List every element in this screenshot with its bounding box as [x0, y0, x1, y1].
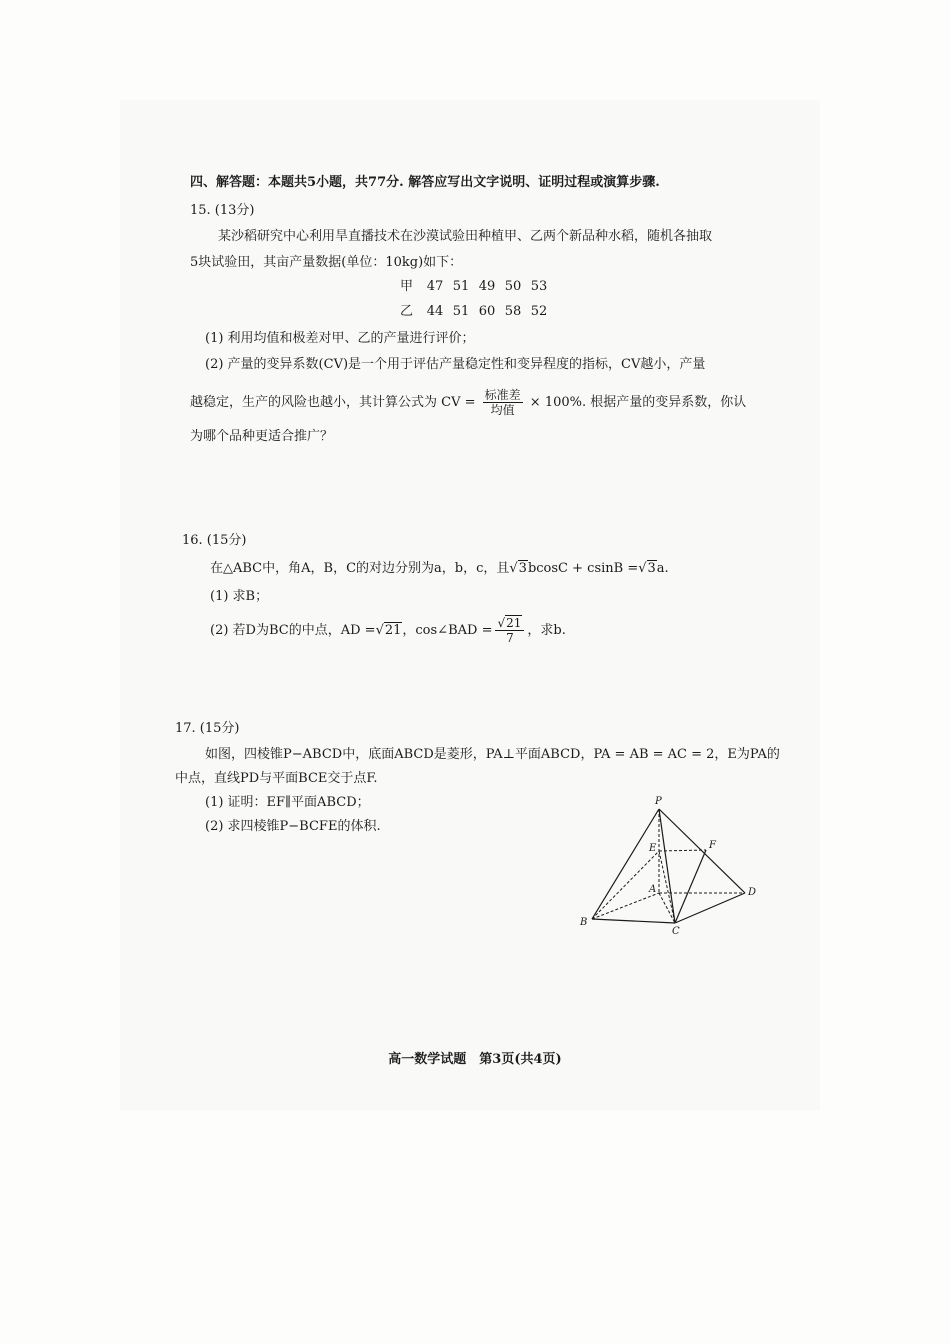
sqrt-3: √3	[509, 561, 527, 576]
q15-intro-line1: 某沙稻研究中心利用旱直播技术在沙漠试验田种植甲、乙两个新品种水稻，随机各抽取	[218, 229, 713, 244]
q16-part1: (1) 求B；	[210, 589, 269, 604]
label-D: D	[748, 887, 757, 898]
fraction-numerator: 标准差	[484, 388, 521, 402]
q16-number: 16. (15分)	[182, 533, 247, 548]
label-C: C	[672, 926, 680, 937]
page-footer: 高一数学试题 第3页(共4页)	[388, 1052, 562, 1067]
q16-part2-mid: ，cos∠BAD =	[402, 623, 493, 638]
q16-part2	[210, 616, 566, 645]
edge-BA	[592, 893, 659, 919]
cv-fraction	[483, 388, 523, 417]
label-P: P	[655, 796, 662, 807]
fraction-denominator: 7	[506, 631, 514, 645]
cell: 49	[478, 279, 496, 294]
row-label: 甲	[400, 279, 414, 294]
q16-intro-text: 在△ABC中，角A，B，C的对边分别为a，b，c，且	[210, 561, 510, 576]
q15-row-yi	[400, 303, 552, 321]
cv-formula-text: 越稳定，生产的风险也越小，其计算公式为 CV =	[190, 395, 476, 410]
q17-intro-line1: 如图，四棱锥P−ABCD中，底面ABCD是菱形，PA⊥平面ABCD，PA = AB = AC = 2，E为PA的	[205, 747, 780, 762]
q15-number: 15. (13分)	[190, 203, 255, 218]
q16-intro	[210, 560, 669, 578]
q17-intro-line2: 中点，直线PD与平面BCE交于点F.	[175, 771, 378, 786]
section-header: 四、解答题：本题共5小题，共77分. 解答应写出文字说明、证明过程或演算步骤.	[190, 175, 660, 190]
cell: 52	[530, 304, 548, 319]
cv-formula-tail: × 100%. 根据产量的变异系数，你认	[529, 395, 747, 410]
pyramid-figure	[570, 785, 770, 940]
label-E: E	[649, 843, 657, 854]
label-A: A	[649, 884, 657, 895]
q15-part1: (1) 利用均值和极差对甲、乙的产量进行评价；	[205, 331, 475, 346]
sqrt-21: √21	[375, 623, 402, 638]
q15-part2-line2	[190, 388, 746, 417]
cell: 44	[426, 304, 444, 319]
q17-part2: (2) 求四棱锥P−BCFE的体积.	[205, 819, 381, 834]
edge-BC	[592, 919, 675, 923]
q15-part2-line1: (2) 产量的变异系数(CV)是一个用于评估产量稳定性和变异程度的指标，CV越小，产量	[205, 357, 706, 372]
q16-part2-text: (2) 若D为BC的中点，AD =	[210, 623, 376, 638]
q17-number: 17. (15分)	[175, 721, 240, 736]
cell: 53	[530, 279, 548, 294]
cell: 51	[452, 279, 470, 294]
q16-intro-end: a.	[656, 561, 669, 576]
cell: 60	[478, 304, 496, 319]
label-B: B	[580, 917, 588, 928]
label-F: F	[709, 840, 716, 851]
fraction-denominator: 均值	[490, 403, 515, 417]
sqrt-3-rhs: √3	[638, 561, 656, 576]
q16-part2-end: ，求b.	[527, 623, 566, 638]
fraction-numerator: √21	[495, 616, 524, 631]
cell: 50	[504, 279, 522, 294]
cos-fraction	[495, 616, 524, 645]
q17-part1: (1) 证明：EF∥平面ABCD；	[205, 795, 370, 810]
row-label: 乙	[400, 304, 414, 319]
edge-PC	[659, 809, 675, 923]
edge-PB	[592, 809, 659, 919]
q15-intro-line2: 5块试验田，其亩产量数据(单位：10kg)如下：	[190, 255, 463, 270]
cell: 58	[504, 304, 522, 319]
q15-part2-line3: 为哪个品种更适合推广？	[190, 429, 334, 444]
cell: 51	[452, 304, 470, 319]
edge-EF	[659, 850, 706, 851]
q15-row-jia	[400, 278, 552, 296]
cell: 47	[426, 279, 444, 294]
q16-intro-mid: bcosC + csinB =	[527, 561, 639, 576]
